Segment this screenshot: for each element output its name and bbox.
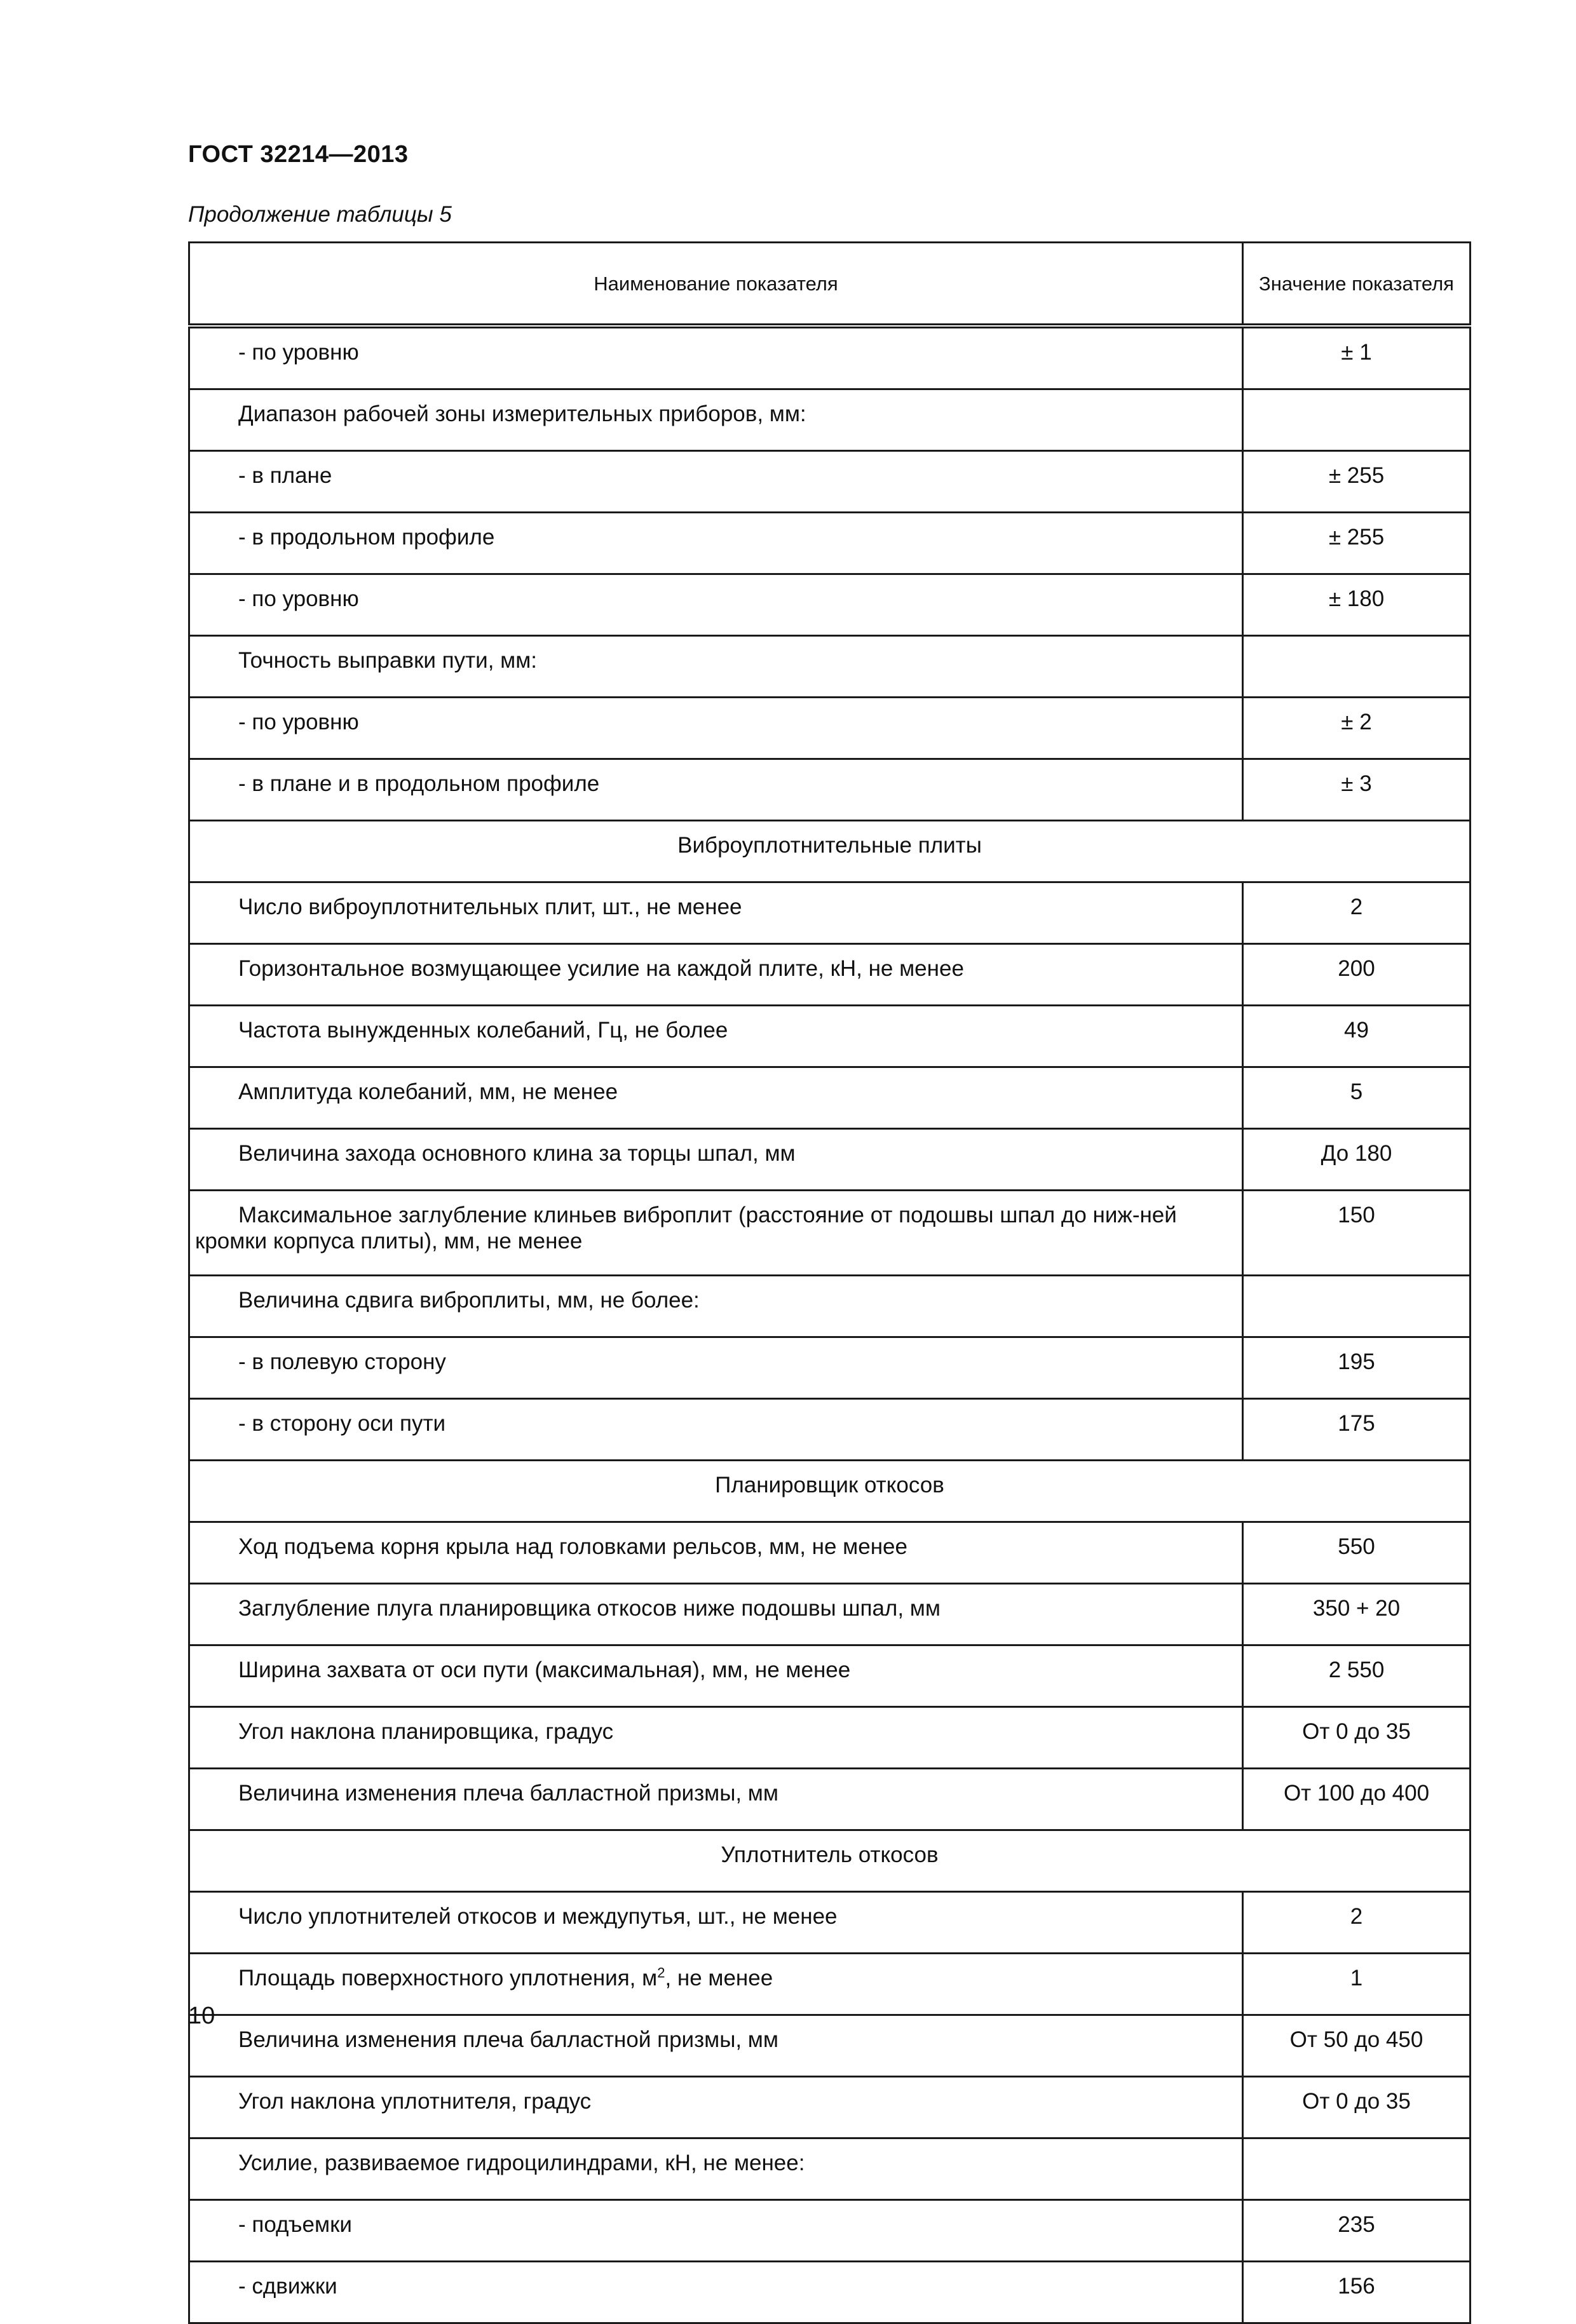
indicator-name — [189, 1954, 1243, 2015]
indicator-value: 175 — [1243, 1399, 1471, 1461]
indicator-name: - по уровню — [189, 574, 1243, 636]
table-row — [189, 882, 1471, 944]
table-row — [189, 2200, 1471, 2262]
indicator-name: Ход подъема корня крыла над головками рельсов, мм, не менее — [189, 1522, 1243, 1584]
indicator-name: Величина сдвига виброплиты, мм, не более: — [189, 1276, 1243, 1337]
indicator-name: - в продольном профиле — [189, 513, 1243, 574]
indicator-value: От 50 до 450 — [1243, 2015, 1471, 2077]
indicator-value: 195 — [1243, 1337, 1471, 1399]
table-body — [189, 326, 1471, 2323]
table-row — [189, 513, 1471, 574]
indicator-value — [1243, 2138, 1471, 2200]
column-header-name: Наименование показателя — [189, 243, 1243, 327]
indicator-name-text: Площадь поверхностного уплотнения, м — [238, 1966, 658, 1990]
indicator-name: Заглубление плуга планировщика откосов ниже подошвы шпал, мм — [189, 1584, 1243, 1645]
table-section-row — [189, 1461, 1471, 1522]
column-header-value: Значение показателя — [1243, 243, 1471, 327]
indicator-name: Величина изменения плеча балластной призмы, мм — [189, 1769, 1243, 1830]
indicator-name: Диапазон рабочей зоны измерительных приборов, мм: — [189, 389, 1243, 451]
table-row — [189, 574, 1471, 636]
table-row — [189, 2262, 1471, 2323]
section-title: Виброуплотнительные плиты — [189, 821, 1471, 882]
table-caption: Продолжение таблицы 5 — [188, 202, 452, 227]
indicator-name: Частота вынужденных колебаний, Гц, не более — [189, 1006, 1243, 1067]
indicator-name: Число уплотнителей откосов и междупутья, шт., не менее — [189, 1892, 1243, 1954]
indicator-value: 235 — [1243, 2200, 1471, 2262]
indicator-value: 5 — [1243, 1067, 1471, 1129]
specification-table-wrapper — [188, 241, 1469, 2324]
indicator-value: До 180 — [1243, 1129, 1471, 1191]
indicator-value — [1243, 1276, 1471, 1337]
indicator-name: - в полевую сторону — [189, 1337, 1243, 1399]
specification-table — [188, 241, 1471, 2324]
indicator-value: ± 255 — [1243, 513, 1471, 574]
indicator-value: 2 — [1243, 1892, 1471, 1954]
indicator-name: - в сторону оси пути — [189, 1399, 1243, 1461]
indicator-name: Угол наклона уплотнителя, градус — [189, 2077, 1243, 2138]
indicator-value: 550 — [1243, 1522, 1471, 1584]
indicator-value: 350 + 20 — [1243, 1584, 1471, 1645]
indicator-value — [1243, 389, 1471, 451]
indicator-name: Точность выправки пути, мм: — [189, 636, 1243, 698]
table-row — [189, 1006, 1471, 1067]
table-row — [189, 1954, 1471, 2015]
indicator-name: Усилие, развиваемое гидроцилиндрами, кН, не менее: — [189, 2138, 1243, 2200]
table-row — [189, 759, 1471, 821]
indicator-name-text: Максимальное заглубление клиньев виброплит (расстояние от подошвы шпал до ниж-ней кромки корпуса плиты), мм, не менее — [195, 1203, 1177, 1253]
page-number: 10 — [188, 2003, 215, 2029]
indicator-value: 49 — [1243, 1006, 1471, 1067]
indicator-name: - по уровню — [189, 698, 1243, 759]
indicator-name — [189, 1191, 1243, 1276]
table-row — [189, 1769, 1471, 1830]
table-row — [189, 636, 1471, 698]
document-header: ГОСТ 32214—2013 — [188, 141, 409, 168]
table-row — [189, 2138, 1471, 2200]
table-row — [189, 698, 1471, 759]
indicator-name: - подъемки — [189, 2200, 1243, 2262]
indicator-value: ± 255 — [1243, 451, 1471, 513]
indicator-value: ± 180 — [1243, 574, 1471, 636]
table-row — [189, 451, 1471, 513]
section-title: Планировщик откосов — [189, 1461, 1471, 1522]
indicator-name: - сдвижки — [189, 2262, 1243, 2323]
indicator-value: 2 550 — [1243, 1645, 1471, 1707]
table-row — [189, 326, 1471, 389]
indicator-name: - в плане — [189, 451, 1243, 513]
table-row — [189, 1522, 1471, 1584]
indicator-value: ± 2 — [1243, 698, 1471, 759]
table-section-row — [189, 821, 1471, 882]
section-title: Уплотнитель откосов — [189, 1830, 1471, 1892]
table-row — [189, 1707, 1471, 1769]
indicator-name: - в плане и в продольном профиле — [189, 759, 1243, 821]
table-section-row — [189, 1830, 1471, 1892]
table-row — [189, 1276, 1471, 1337]
indicator-name: Величина изменения плеча балластной призмы, мм — [189, 2015, 1243, 2077]
indicator-value: ± 3 — [1243, 759, 1471, 821]
indicator-name: Амплитуда колебаний, мм, не менее — [189, 1067, 1243, 1129]
table-header-row — [189, 243, 1471, 327]
indicator-name-suffix: , не менее — [665, 1966, 773, 1990]
table-row — [189, 1645, 1471, 1707]
table-row — [189, 389, 1471, 451]
indicator-name: Горизонтальное возмущающее усилие на каждой плите, кН, не менее — [189, 944, 1243, 1006]
table-row — [189, 2015, 1471, 2077]
indicator-name: Угол наклона планировщика, градус — [189, 1707, 1243, 1769]
indicator-value: 1 — [1243, 1954, 1471, 2015]
indicator-value: 150 — [1243, 1191, 1471, 1276]
indicator-name: Величина захода основного клина за торцы шпал, мм — [189, 1129, 1243, 1191]
table-row — [189, 944, 1471, 1006]
indicator-value: 156 — [1243, 2262, 1471, 2323]
table-row — [189, 1129, 1471, 1191]
indicator-value: От 100 до 400 — [1243, 1769, 1471, 1830]
table-row — [189, 1191, 1471, 1276]
indicator-name: - по уровню — [189, 326, 1243, 389]
indicator-name: Ширина захвата от оси пути (максимальная), мм, не менее — [189, 1645, 1243, 1707]
table-row — [189, 1399, 1471, 1461]
indicator-value: ± 1 — [1243, 326, 1471, 389]
table-row — [189, 1067, 1471, 1129]
indicator-value: От 0 до 35 — [1243, 1707, 1471, 1769]
superscript-exponent: 2 — [657, 1964, 665, 1981]
table-row — [189, 1892, 1471, 1954]
table-row — [189, 2077, 1471, 2138]
indicator-value: 200 — [1243, 944, 1471, 1006]
indicator-value: От 0 до 35 — [1243, 2077, 1471, 2138]
indicator-value: 2 — [1243, 882, 1471, 944]
table-row — [189, 1584, 1471, 1645]
indicator-value — [1243, 636, 1471, 698]
indicator-name: Число виброуплотнительных плит, шт., не менее — [189, 882, 1243, 944]
table-row — [189, 1337, 1471, 1399]
